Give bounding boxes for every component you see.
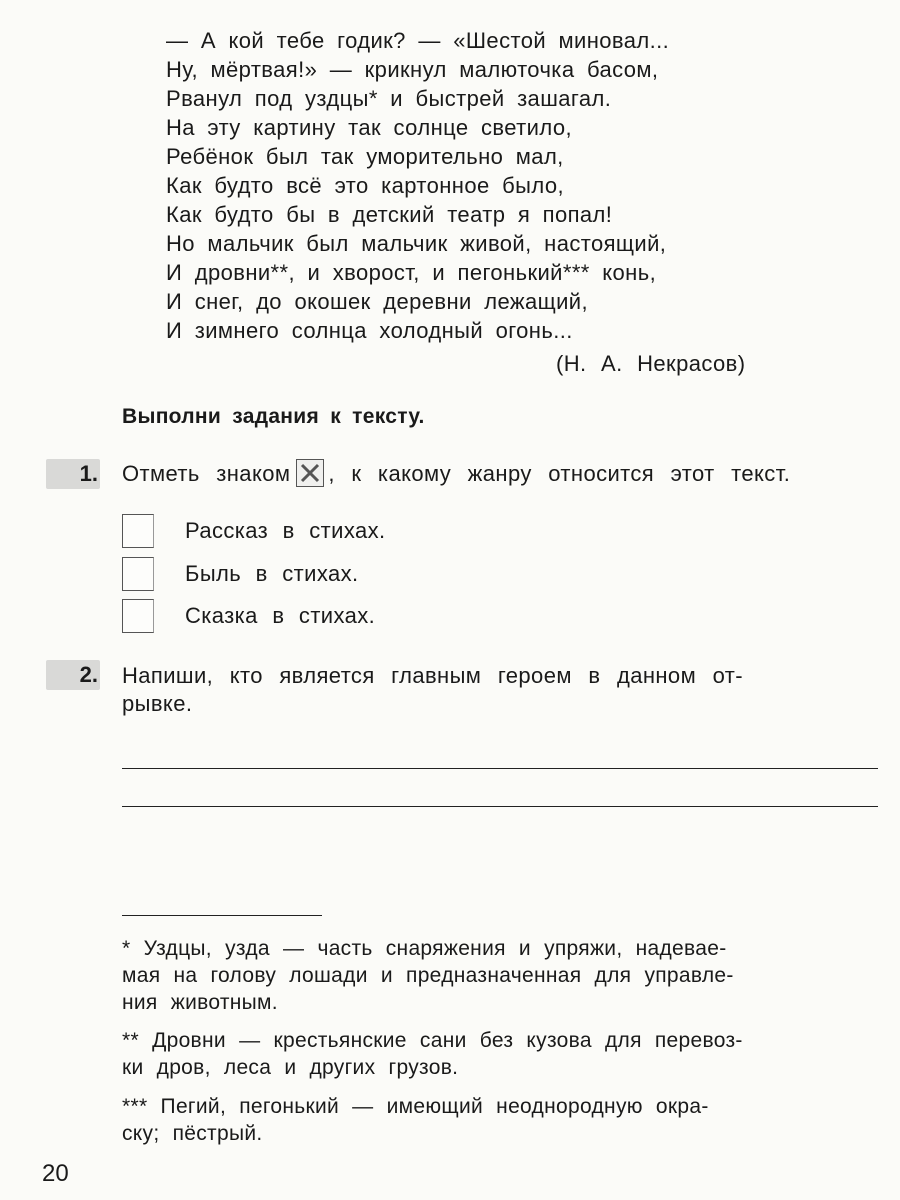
footnote-line: ** Дровни — крестьянские сани без кузова для перевоз- bbox=[122, 1029, 743, 1052]
footnote-line: ки дров, леса и других грузов. bbox=[122, 1056, 459, 1079]
poem-line: Как будто бы в детский театр я попал! bbox=[166, 202, 613, 227]
footnote-line: ску; пёстрый. bbox=[122, 1122, 263, 1145]
answer-line-2[interactable] bbox=[122, 780, 878, 807]
task-1-text bbox=[122, 461, 790, 489]
genre-option-label: Сказка в стихах. bbox=[185, 603, 376, 628]
answer-line-1[interactable] bbox=[122, 742, 878, 769]
footnote-line: * Уздцы, узда — часть снаряжения и упряжи, надевае- bbox=[122, 937, 727, 960]
task-2-text-line-1: Напиши, кто является главным героем в данном от- bbox=[122, 663, 743, 688]
footnote-line: *** Пегий, пегонький — имеющий неоднородную окра- bbox=[122, 1095, 709, 1118]
footnote-uzdtsy bbox=[122, 935, 874, 1016]
genre-checkbox[interactable] bbox=[122, 514, 154, 548]
task-2-text-line-2: рывке. bbox=[122, 691, 193, 716]
footnote-drovni bbox=[122, 1027, 874, 1081]
x-mark-icon bbox=[296, 459, 324, 487]
footnote-line: ния животным. bbox=[122, 991, 278, 1014]
task-1-number: 1. bbox=[46, 459, 100, 489]
poem-line: — А кой тебе годик? — «Шестой миновал... bbox=[166, 28, 670, 53]
task-2-number: 2. bbox=[46, 660, 100, 690]
genre-option-story[interactable] bbox=[122, 513, 386, 549]
poem-line: Рванул под уздцы* и быстрей зашагал. bbox=[166, 86, 612, 111]
poem-line: Как будто всё это картонное было, bbox=[166, 173, 564, 198]
task-1-text-before: Отметь знаком bbox=[122, 461, 291, 486]
genre-option-true-story[interactable] bbox=[122, 556, 359, 592]
task-1-text-after: , к какому жанру относится этот текст. bbox=[328, 461, 791, 486]
footnote-divider bbox=[122, 915, 322, 916]
genre-checkbox[interactable] bbox=[122, 557, 154, 591]
poem-line: И снег, до окошек деревни лежащий, bbox=[166, 289, 588, 314]
genre-option-fairy-tale[interactable] bbox=[122, 598, 375, 634]
genre-option-label: Рассказ в стихах. bbox=[185, 518, 386, 543]
page-number: 20 bbox=[42, 1160, 69, 1187]
poem-line: Но мальчик был мальчик живой, настоящий, bbox=[166, 231, 667, 256]
footnote-pegiy bbox=[122, 1093, 874, 1147]
genre-option-label: Быль в стихах. bbox=[185, 561, 359, 586]
poem-author: (Н. А. Некрасов) bbox=[556, 351, 746, 376]
poem-line: Ребёнок был так уморительно мал, bbox=[166, 144, 564, 169]
poem-excerpt bbox=[166, 26, 786, 345]
poem-line: Ну, мёртвая!» — крикнул малюточка басом, bbox=[166, 57, 659, 82]
footnote-line: мая на голову лошади и предназначенная для управле- bbox=[122, 964, 734, 987]
tasks-heading: Выполни задания к тексту. bbox=[122, 405, 425, 428]
poem-line: И зимнего солнца холодный огонь... bbox=[166, 318, 573, 343]
poem-line: И дровни**, и хворост, и пегонький*** конь, bbox=[166, 260, 657, 285]
poem-line: На эту картину так солнце светило, bbox=[166, 115, 572, 140]
genre-checkbox[interactable] bbox=[122, 599, 154, 633]
